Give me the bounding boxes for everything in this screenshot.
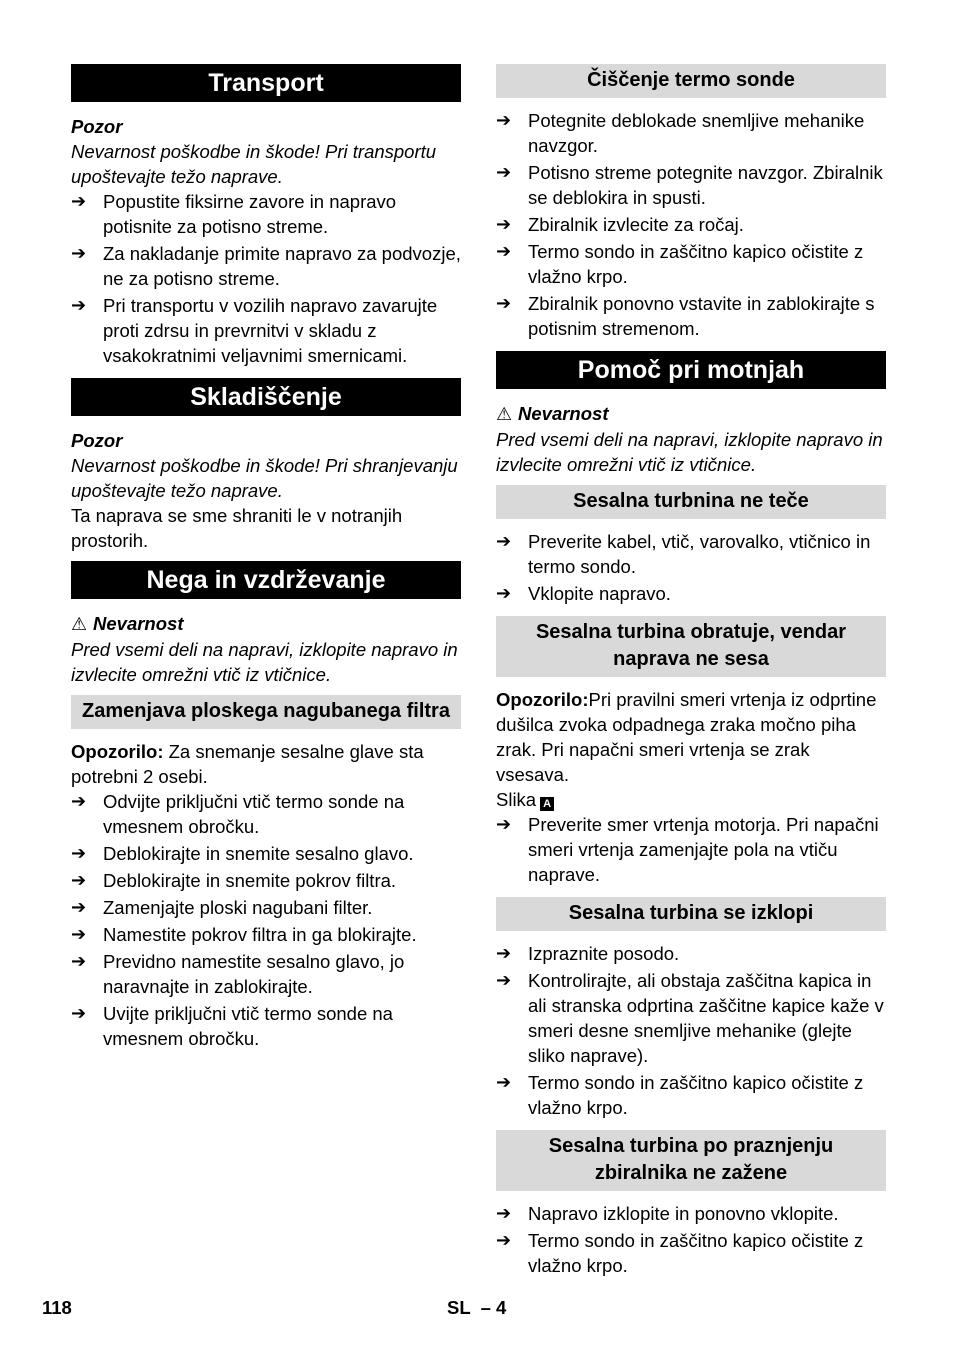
section-title-help: Pomoč pri motnjah	[496, 351, 886, 389]
arrow-right-icon: ➔	[71, 243, 87, 263]
arrow-right-icon: ➔	[71, 191, 87, 211]
filter-steps	[71, 789, 461, 1051]
list-item: ➔ Namestite pokrov filtra in ga blokirajte.	[71, 924, 417, 945]
arrow-right-icon: ➔	[496, 583, 512, 603]
subsection-title-no-restart: Sesalna turbina po praznjenju zbiralnika ne zažene	[496, 1130, 886, 1191]
arrow-right-icon: ➔	[496, 970, 512, 990]
list-item: ➔ Deblokirajte in snemite pokrov filtra.	[71, 870, 397, 891]
subsection-title-filter: Zamenjava ploskega nagubanega filtra	[71, 695, 461, 729]
list-item: ➔ Vklopite napravo.	[496, 583, 671, 604]
arrow-right-icon: ➔	[496, 241, 512, 261]
figure-reference: Slika A	[496, 787, 886, 812]
language-page-label: SL – 4	[447, 1297, 507, 1318]
list-item: ➔ Uvijte priključni vtič termo sonde na vmesnem obročku.	[71, 1003, 393, 1049]
filter-note: Opozorilo: Za snemanje sesalne glave sta potrebni 2 osebi.	[71, 741, 424, 787]
list-item: ➔ Zbiralnik izvlecite za ročaj.	[496, 214, 744, 235]
list-item: ➔ Termo sondo in zaščitno kapico očistite z vlažno krpo.	[496, 1072, 864, 1118]
no-restart-steps	[496, 1201, 886, 1278]
probe-steps	[496, 108, 886, 341]
arrow-right-icon: ➔	[496, 1203, 512, 1223]
transport-steps	[71, 189, 461, 368]
danger-text: Pred vsemi deli na napravi, izklopite napravo in izvlecite omrežni vtič iz vtičnice.	[71, 639, 458, 685]
list-item: ➔ Potisno streme potegnite navzgor. Zbiralnik se deblokira in spusti.	[496, 162, 883, 208]
arrow-right-icon: ➔	[496, 531, 512, 551]
subsection-title-turbine-not-running: Sesalna turbnina ne teče	[496, 485, 886, 519]
arrow-right-icon: ➔	[71, 843, 87, 863]
figure-letter-badge: A	[540, 797, 554, 811]
no-suction-steps	[496, 812, 886, 887]
caution-text: Nevarnost poškodbe in škode! Pri shranjevanju upoštevajte težo naprave.	[71, 455, 458, 501]
list-item: ➔ Pri transportu v vozilih napravo zavarujte proti zdrsu in prevrnitvi v skladu z vsakokratnimi veljavnimi smernicami.	[71, 295, 438, 366]
arrow-right-icon: ➔	[71, 870, 87, 890]
arrow-right-icon: ➔	[496, 1072, 512, 1092]
warning-triangle-icon: ⚠	[71, 614, 88, 634]
section-title-transport: Transport	[71, 64, 461, 102]
arrow-right-icon: ➔	[71, 924, 87, 944]
subsection-title-probe: Čiščenje termo sonde	[496, 64, 886, 98]
list-item: ➔ Odvijte priključni vtič termo sonde na vmesnem obročku.	[71, 791, 405, 837]
list-item: ➔ Zbiralnik ponovno vstavite in zablokirajte s potisnim stremenom.	[496, 293, 875, 339]
list-item: ➔ Preverite kabel, vtič, varovalko, vtičnico in termo sondo.	[496, 531, 871, 577]
caution-text: Nevarnost poškodbe in škode! Pri transportu upoštevajte težo naprave.	[71, 141, 437, 187]
arrow-right-icon: ➔	[71, 951, 87, 971]
arrow-right-icon: ➔	[71, 295, 87, 315]
arrow-right-icon: ➔	[496, 293, 512, 313]
arrow-right-icon: ➔	[496, 814, 512, 834]
caution-label: Pozor	[71, 116, 123, 137]
arrow-right-icon: ➔	[496, 943, 512, 963]
list-item: ➔ Potegnite deblokade snemljive mehanike navzgor.	[496, 110, 865, 156]
arrow-right-icon: ➔	[71, 897, 87, 917]
caution-label: Pozor	[71, 430, 123, 451]
list-item: ➔ Napravo izklopite in ponovno vklopite.	[496, 1203, 839, 1224]
subsection-title-no-suction: Sesalna turbina obratuje, vendar naprava ne sesa	[496, 616, 886, 677]
list-item: ➔ Previdno namestite sesalno glavo, jo naravnajte in zablokirajte.	[71, 951, 405, 997]
section-title-care: Nega in vzdrževanje	[71, 561, 461, 599]
list-item: ➔ Kontrolirajte, ali obstaja zaščitna kapica in ali stranska odprtina zaščitne kapice kaže v smeri desne snemljive mehanike (glejte sliko naprave).	[496, 970, 884, 1066]
list-item: ➔ Izpraznite posodo.	[496, 943, 680, 964]
left-column	[71, 64, 461, 1053]
danger-text: Pred vsemi deli na napravi, izklopite napravo in izvlecite omrežni vtič iz vtičnice.	[496, 429, 883, 475]
arrow-right-icon: ➔	[71, 1003, 87, 1023]
arrow-right-icon: ➔	[496, 110, 512, 130]
storage-text: Ta naprava se sme shraniti le v notranjih prostorih.	[71, 505, 403, 551]
right-column	[496, 64, 886, 1280]
arrow-right-icon: ➔	[496, 214, 512, 234]
list-item: ➔ Termo sondo in zaščitno kapico očistite z vlažno krpo.	[496, 241, 864, 287]
turbine-switches-off-steps	[496, 941, 886, 1120]
list-item: ➔ Preverite smer vrtenja motorja. Pri napačni smeri vrtenja zamenjajte pola na vtiču naprave.	[496, 814, 879, 885]
list-item: ➔ Za nakladanje primite napravo za podvozje, ne za potisno streme.	[71, 243, 461, 289]
section-title-storage: Skladiščenje	[71, 378, 461, 416]
danger-label: ⚠ Nevarnost	[496, 401, 886, 427]
list-item: ➔ Popustite fiksirne zavore in napravo potisnite za potisno streme.	[71, 191, 397, 237]
danger-label: ⚠ Nevarnost	[71, 611, 461, 637]
list-item: ➔ Termo sondo in zaščitno kapico očistite z vlažno krpo.	[496, 1230, 864, 1276]
arrow-right-icon: ➔	[496, 162, 512, 182]
warning-triangle-icon: ⚠	[496, 404, 513, 424]
list-item: ➔ Zamenjajte ploski nagubani filter.	[71, 897, 373, 918]
turbine-not-running-steps	[496, 529, 886, 606]
no-suction-note: Opozorilo:Pri pravilni smeri vrtenja iz odprtine dušilca zvoka odpadnega zraka močno piha zrak. Pri napačni smeri vrtenja se zrak vsesava.	[496, 689, 877, 785]
arrow-right-icon: ➔	[71, 791, 87, 811]
subsection-title-turbine-switches-off: Sesalna turbina se izklopi	[496, 897, 886, 931]
list-item: ➔ Deblokirajte in snemite sesalno glavo.	[71, 843, 414, 864]
arrow-right-icon: ➔	[496, 1230, 512, 1250]
page-number: 118	[42, 1297, 72, 1318]
